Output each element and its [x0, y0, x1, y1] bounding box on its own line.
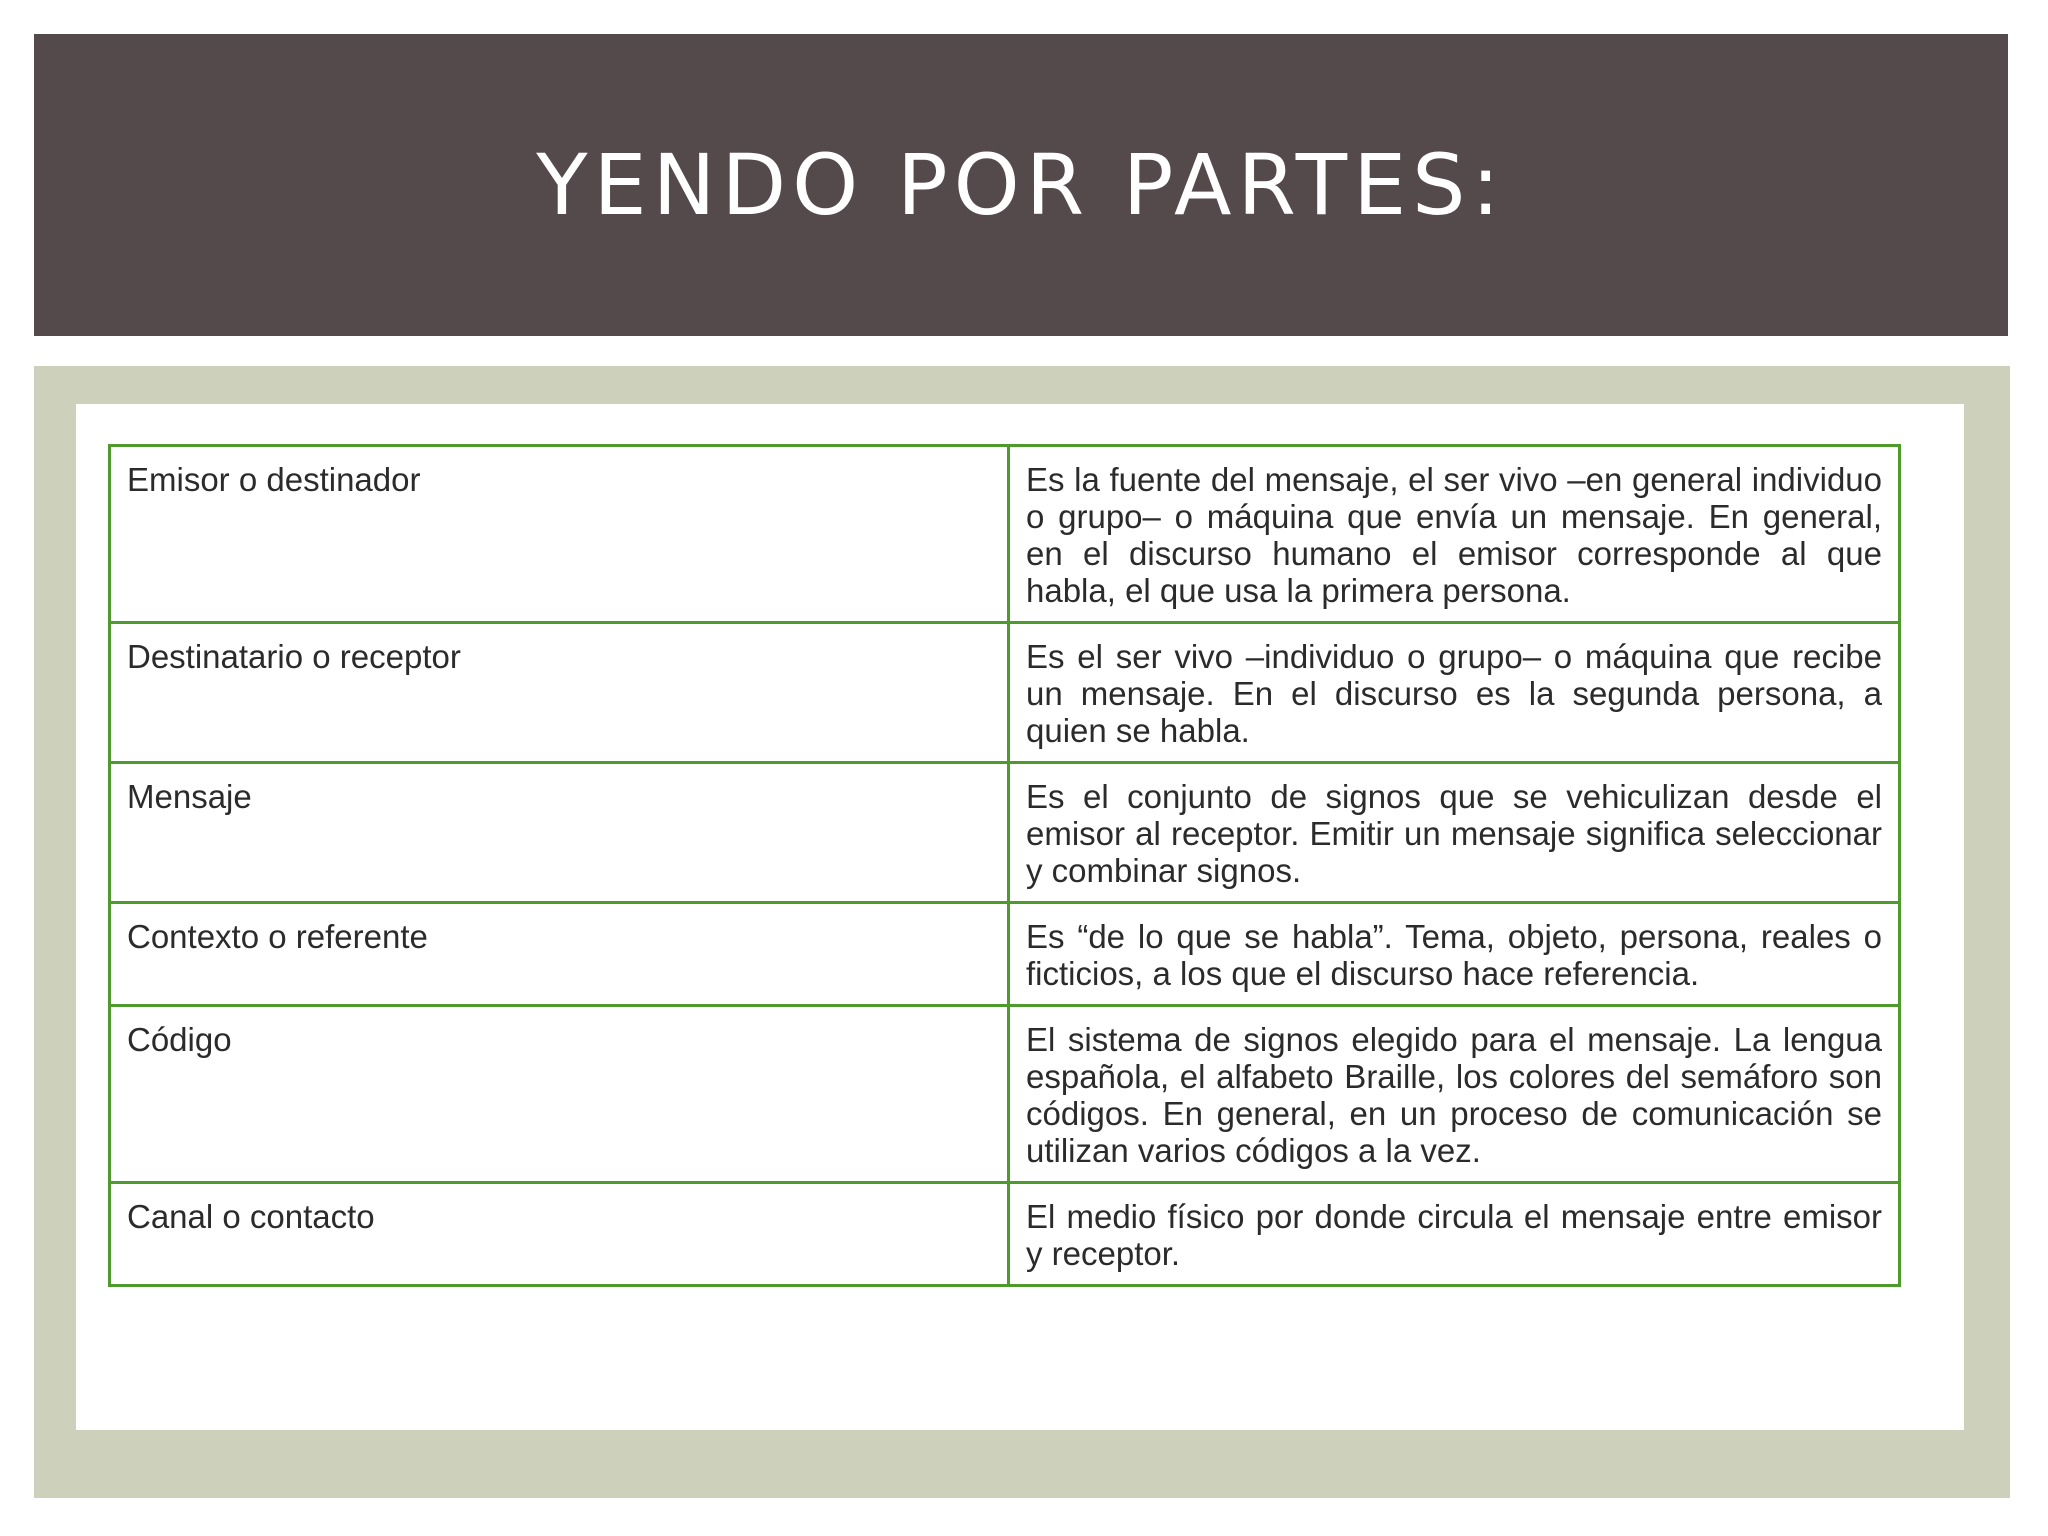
table-row [110, 446, 1900, 623]
content-panel [76, 404, 1964, 1430]
term-cell: Destinatario o receptor [110, 623, 1009, 763]
table-row [110, 903, 1900, 1006]
definition-cell: Es “de lo que se habla”. Tema, objeto, persona, reales o ficticios, a los que el discurso hace referencia. [1009, 903, 1900, 1006]
term-cell: Canal o contacto [110, 1183, 1009, 1286]
title-bar [34, 34, 2008, 336]
table-row [110, 763, 1900, 903]
term-cell: Mensaje [110, 763, 1009, 903]
definition-cell: Es la fuente del mensaje, el ser vivo –en general individuo o grupo– o máquina que envía un mensaje. En general, en el discurso humano el emisor corresponde al que habla, el que usa la primera persona. [1009, 446, 1900, 623]
definition-cell: Es el ser vivo –individuo o grupo– o máquina que recibe un mensaje. En el discurso es la segunda persona, a quien se habla. [1009, 623, 1900, 763]
table-row [110, 1183, 1900, 1286]
definition-cell: El sistema de signos elegido para el mensaje. La lengua española, el alfabeto Braille, los colores del semáforo son códigos. En general, en un proceso de comunicación se utilizan varios códigos a la vez. [1009, 1006, 1900, 1183]
definition-cell: Es el conjunto de signos que se vehiculizan desde el emisor al receptor. Emitir un mensaje significa seleccionar y combinar signos. [1009, 763, 1900, 903]
table-row [110, 1006, 1900, 1183]
term-cell: Contexto o referente [110, 903, 1009, 1006]
table-row [110, 623, 1900, 763]
slide-title: YENDO POR PARTES: [536, 136, 1506, 234]
content-frame [34, 366, 2010, 1498]
term-cell: Código [110, 1006, 1009, 1183]
term-cell: Emisor o destinador [110, 446, 1009, 623]
definitions-table [108, 444, 1901, 1287]
definition-cell: El medio físico por donde circula el mensaje entre emisor y receptor. [1009, 1183, 1900, 1286]
